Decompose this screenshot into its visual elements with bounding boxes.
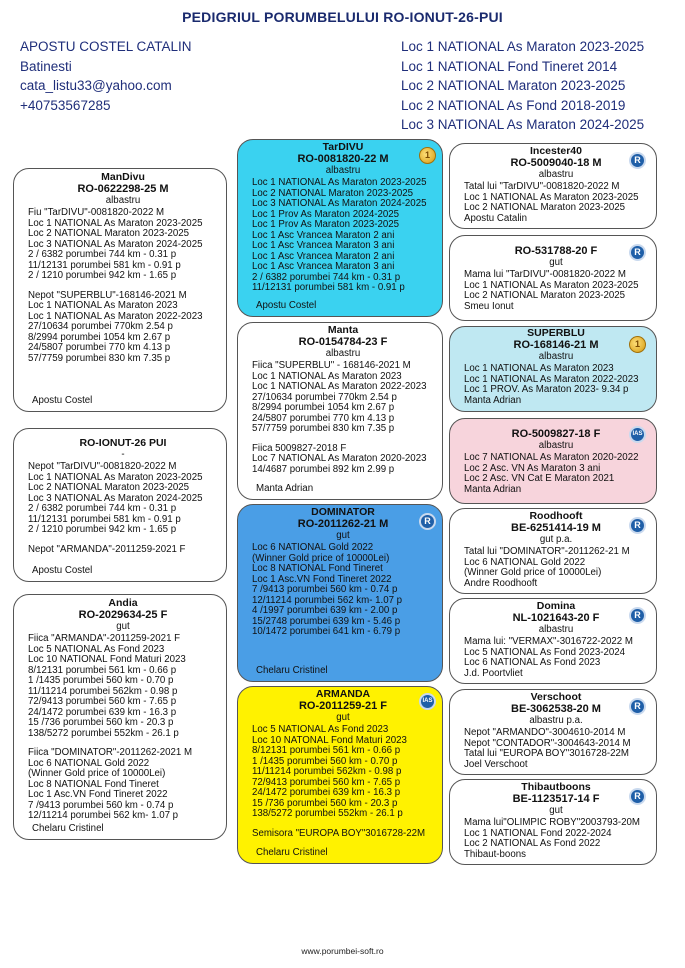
pigeon-info-line: Loc 1 Asc Vrancea Maraton 3 ani [252,261,395,272]
pigeon-info-line: 12/11214 porumbei 562 km- 1.07 p [252,594,403,606]
registered-icon: R [629,244,646,261]
pigeon-info-line: 8/12131 porumbei 561 km - 0.66 p [252,745,401,756]
pigeon-info-line: (Winner Gold price of 10000Lei) [252,552,390,564]
pigeon-info-line: 27/10634 porumbei 770km 2.54 p [252,391,397,403]
breeder-info [20,37,192,115]
pigeon-info-line: Andre Roodhooft [464,577,538,589]
breeder-results [401,37,644,135]
pigeon-name: Domina [536,600,576,612]
pigeon-info-line: 11/12131 porumbei 581 km - 0.91 p [28,513,181,525]
pigeon-info-line: Loc 1 Asc Vrancea Maraton 3 ani [252,240,395,251]
pigeon-info-line: 2 / 1210 porumbei 942 km - 1.65 p [28,270,177,281]
pigeon-info-line: Loc 1 NATIONAL As Maraton 2023 [464,363,614,374]
pigeon-owner: Manta Adrian [256,482,314,494]
pigeon-info-line: 2 / 6382 porumbei 744 km - 0.31 p [28,503,177,514]
ias-award-icon: IAS [419,693,436,710]
pigeon-info-line: Apostu Catalin [464,212,528,224]
result-line: Loc 2 NATIONAL Maraton 2023-2025 [401,78,626,94]
pigeon-info-line: Nepot "CONTADOR"-3004643-2014 M [464,737,631,749]
registered-icon: R [629,698,646,715]
pigeon-ring: RO-0622298-25 M [77,183,169,195]
pigeon-info-line: 11/12131 porumbei 581 km - 0.91 p [28,259,181,271]
pigeon-info-line: Loc 3 NATIONAL As Maraton 2024-2025 [28,238,203,250]
pigeon-info-line: 15 /736 porumbei 560 km - 20.3 p [28,717,174,728]
pigeon-info-line: J.d. Poortvliet [464,667,523,679]
pigeon-info-line: Loc 1 Asc Vrancea Maraton 2 ani [252,250,395,262]
pigeon-ring: BE-1123517-14 F [512,793,600,805]
pigeon-info-line: Loc 2 Asc. VN As Maraton 3 ani [464,462,601,474]
registered-icon: R [629,517,646,534]
pigeon-card-superblu[interactable] [449,326,657,412]
result-line: Loc 1 NATIONAL As Maraton 2023-2025 [401,39,645,54]
pigeon-card-ro5009827[interactable] [449,418,657,504]
pigeon-name: Thibautboons [521,781,591,793]
pigeon-info-line: Loc 1 PROV. As Maraton 2023- 9.34 p [464,384,629,395]
registered-icon: R [419,513,436,530]
pigeon-info-line: Loc 1 NATIONAL As Maraton 2023 [28,300,178,311]
pigeon-name: RO-IONUT-26 PUI [79,437,167,449]
pigeon-info-line: Mama lui"OLIMPIC ROBY"2003793-20M [464,817,640,828]
pigeon-info-line: Loc 1 NATIONAL As Maraton 2022-2023 [252,381,427,392]
pigeon-info-line: 11/11214 porumbei 562km - 0.98 p [28,685,178,697]
pigeon-owner: Apostu Costel [256,299,317,311]
pigeon-info-line: Joel Verschoot [464,758,528,770]
pigeon-info-line: Loc 1 NATIONAL As Maraton 2023-2025 [252,177,427,188]
pigeon-info-line: 24/1472 porumbei 639 km - 16.3 p [252,787,401,798]
pigeon-card-ro531788[interactable] [449,235,657,321]
pigeon-info-line: Manta Adrian [464,483,522,495]
pigeon-info-line: Loc 6 NATIONAL As Fond 2023 [464,657,601,668]
pigeon-owner: Apostu Costel [32,394,93,406]
page-title: PEDIGRIUL PORUMBELULUI RO-IONUT-26-PUI [182,9,503,25]
pigeon-name: TarDIVU [322,141,364,153]
breeder-email[interactable]: cata_listu33@yahoo.com [20,78,172,94]
pigeon-color: gut [549,805,563,816]
pigeon-info-line: 14/4687 porumbei 892 km 2.99 p [252,463,395,475]
pigeon-info-line: Fiica "SUPERBLU" - 168146-2021 M [252,360,411,371]
pigeon-info-line: 1 /1435 porumbei 560 km - 0.70 p [252,755,398,767]
pigeon-info-line: Loc 1 NATIONAL As Maraton 2023-2025 [28,471,203,483]
breeder-location: Batinesti [20,58,72,74]
pigeon-ring: RO-0154784-23 F [298,336,388,348]
pigeon-ring: RO-2011262-21 M [297,518,389,530]
pigeon-info-line: 10/1472 porumbei 641 km - 6.79 p [252,626,401,637]
pigeon-color: - [121,449,125,460]
pigeon-info-line: 15/2748 porumbei 639 km - 5.46 p [252,615,401,627]
pigeon-info-line: 4 /1997 porumbei 639 km - 2.00 p [252,605,398,616]
pigeon-name: ARMANDA [315,688,371,700]
pigeon-info-line: Loc 1 NATIONAL As Maraton 2023-2025 [464,191,639,203]
pigeon-color: albastru [105,195,141,206]
pigeon-info-line: 2 / 1210 porumbei 942 km - 1.65 p [28,524,177,535]
pigeon-card-dominator[interactable] [237,504,443,682]
pigeon-name: DOMINATOR [311,506,375,518]
pigeon-info-line: 57/7759 porumbei 830 km 7.35 p [28,352,171,364]
result-line: Loc 2 NATIONAL As Fond 2018-2019 [401,97,626,113]
pigeon-info-line: Semisora "EUROPA BOY"3016728-22M [252,827,426,839]
pigeon-ring: RO-531788-20 F [514,245,598,257]
footer-url[interactable]: www.porumbei-soft.ro [301,946,384,956]
pigeon-color: gut [336,530,350,541]
pigeon-info-line: Tatal lui "DOMINATOR"-2011262-21 M [464,546,630,557]
pigeon-info-line: Fiica "DOMINATOR"-2011262-2021 M [28,747,193,758]
pigeon-color: gut p.a. [539,534,573,545]
pigeon-info-line: 138/5272 porumbei 552km - 26.1 p [252,808,403,819]
pigeon-info-line: 7 /9413 porumbei 560 km - 0.74 p [28,799,174,811]
pigeon-card-verschoot[interactable] [449,689,657,775]
registered-icon: R [629,788,646,805]
pigeon-info-line: Nepot "ARMANDO"-3004610-2014 M [464,727,626,738]
pigeon-info-line: Loc 3 NATIONAL As Maraton 2024-2025 [28,492,203,504]
pigeon-info-line: Loc 2 NATIONAL Maraton 2023-2025 [252,187,414,199]
pigeon-info-line: Mama lui: "VERMAX"-3016722-2022 M [464,636,633,647]
pigeon-color: gut [116,621,130,632]
pigeon-info-line: Loc 8 NATIONAL Fond Tineret [252,563,383,574]
pigeon-color: albastru [538,440,574,451]
pigeon-info-line: 1 /1435 porumbei 560 km - 0.70 p [28,675,174,686]
pigeon-info-line: Loc 5 NATIONAL As Fond 2023 [28,643,165,655]
pigeon-info-line: Loc 1 Asc.VN Fond Tineret 2022 [252,573,392,585]
pigeon-info-line: Loc 1 Prov As Maraton 2024-2025 [252,208,400,220]
pigeon-info-line: Loc 3 NATIONAL As Maraton 2024-2025 [252,198,427,209]
pigeon-info-line: 2 / 6382 porumbei 744 km - 0.31 p [28,249,177,260]
pigeon-info-line: Loc 7 NATIONAL As Maraton 2020-2022 [464,452,639,463]
pigeon-info-line: Loc 6 NATIONAL Gold 2022 [464,556,586,568]
pigeon-info-line: (Winner Gold price of 10000Lei) [28,768,166,779]
pigeon-card-tardivu[interactable] [237,139,443,317]
pigeon-info-line: 72/9413 porumbei 560 km - 7.65 p [252,776,401,788]
pigeon-ring: RO-2011259-21 F [298,700,388,712]
pigeon-info-line: 24/1472 porumbei 639 km - 16.3 p [28,706,177,718]
pigeon-info-line: Nepot "ARMANDA"-2011259-2021 F [28,543,186,555]
pigeon-info-line: Loc 10 NATONAL Fond Maturi 2023 [252,734,407,746]
pigeon-info-line: 8/2994 porumbei 1054 km 2.67 p [28,331,171,343]
pigeon-info-line: 24/5807 porumbei 770 km 4.13 p [252,412,395,424]
pigeon-info-line: Smeu Ionut [464,300,514,312]
pigeon-info-line: 2 / 6382 porumbei 744 km - 0.31 p [252,271,401,283]
ias-award-icon: IAS [629,426,646,443]
pigeon-name: ManDivu [101,171,145,183]
pigeon-info-line: Loc 2 NATIONAL Maraton 2023-2025 [28,228,190,239]
pigeon-info-line: 15 /736 porumbei 560 km - 20.3 p [252,797,398,809]
pigeon-info-line: Loc 2 Asc. VN Cat E Maraton 2021 [464,473,615,484]
pigeon-name: Manta [327,324,359,336]
pigeon-owner: Apostu Costel [32,564,93,576]
pigeon-ring: RO-168146-21 M [513,339,599,351]
pigeon-info-line: 11/11214 porumbei 562km - 0.98 p [252,766,402,777]
pigeon-info-line: Mama lui "TarDIVU"-0081820-2022 M [464,269,626,280]
pigeon-info-line: Loc 6 NATIONAL Gold 2022 [252,542,374,553]
pigeon-info-line: Tatal lui "TarDIVU"-0081820-2022 M [464,181,620,192]
result-line: Loc 1 NATIONAL Fond Tineret 2014 [401,58,618,74]
pigeon-owner: Chelaru Cristinel [256,846,328,858]
pigeon-info-line: Loc 7 NATIONAL As Maraton 2020-2023 [252,453,427,464]
pigeon-color: albastru [325,165,361,176]
pigeon-ring: RO-5009040-18 M [510,157,602,169]
pigeon-card-incester40[interactable] [449,143,657,229]
pigeon-info-line: Loc 2 NATIONAL Maraton 2023-2025 [464,290,626,301]
pigeon-name: Andia [108,597,138,609]
pigeon-info-line: Loc 1 NATIONAL Fond 2022-2024 [464,827,612,839]
pigeon-card-mandivu[interactable] [13,168,227,412]
pigeon-info-line: Loc 1 NATIONAL As Maraton 2022-2023 [28,310,203,322]
pigeon-info-line: 72/9413 porumbei 560 km - 7.65 p [28,696,177,707]
pigeon-info-line: Tatal lui "EUROPA BOY"3016728-22M [464,748,630,759]
pigeon-ring: NL-1021643-20 F [512,612,600,624]
pigeon-color: gut [549,257,563,268]
pigeon-info-line: 11/12131 porumbei 581 km - 0.91 p [252,282,405,293]
pigeon-info-line: Fiica 5009827-2018 F [252,442,347,454]
pigeon-ring: BE-3062538-20 M [511,703,601,715]
pigeon-card-armanda[interactable] [237,686,443,864]
pigeon-info-line: 27/10634 porumbei 770km 2.54 p [28,321,173,332]
pigeon-name: SUPERBLU [527,327,585,339]
pigeon-owner: Chelaru Cristinel [256,664,328,676]
medal-icon: 1 [629,336,646,353]
pigeon-name: Verschoot [530,691,582,703]
pigeon-card-thibautboons[interactable] [449,779,657,865]
pigeon-card-subject[interactable] [13,428,227,582]
pigeon-info-line: Loc 6 NATIONAL Gold 2022 [28,757,150,769]
pigeon-card-manta[interactable] [237,322,443,500]
pigeon-ring: RO-2029634-25 F [78,609,168,621]
pigeon-info-line: 12/11214 porumbei 562 km- 1.07 p [28,810,179,821]
pigeon-name: Incester40 [530,145,582,157]
pigeon-info-line: Loc 1 Asc Vrancea Maraton 2 ani [252,229,395,241]
result-line: Loc 3 NATIONAL As Maraton 2024-2025 [401,117,645,133]
pigeon-info-line: Loc 10 NATIONAL Fond Maturi 2023 [28,654,186,665]
pigeon-info-line: Loc 1 NATIONAL As Maraton 2023 [252,370,402,382]
pigeon-name: Roodhooft [529,510,583,522]
registered-icon: R [629,152,646,169]
pigeon-info-line: Loc 2 NATIONAL Maraton 2023-2025 [28,482,190,493]
pigeon-color: albastru p.a. [529,715,583,726]
pigeon-info-line: Nepot "SUPERBLU"-168146-2021 M [28,289,187,301]
breeder-name: APOSTU COSTEL CATALIN [20,39,192,54]
pigeon-info-line: 57/7759 porumbei 830 km 7.35 p [252,423,395,434]
pigeon-info-line: Manta Adrian [464,394,522,406]
pigeon-info-line: Nepot "TarDIVU"-0081820-2022 M [28,461,177,472]
pigeon-info-line: (Winner Gold price of 10000Lei) [464,567,602,578]
pigeon-info-line: 8/2994 porumbei 1054 km 2.67 p [252,402,395,413]
pigeon-info-line: Loc 2 NATIONAL As Fond 2022 [464,838,601,849]
pigeon-color: albastru [538,169,574,180]
pigeon-info-line: Loc 8 NATIONAL Fond Tineret [28,778,159,790]
pigeon-info-line: 8/12131 porumbei 561 km - 0.66 p [28,664,177,676]
pigeon-info-line: Loc 1 NATIONAL As Maraton 2023-2025 [464,279,639,291]
pigeon-color: albastru [538,624,574,635]
pigeon-info-line: Thibaut-boons [464,848,526,860]
pigeon-color: albastru [538,351,574,362]
pigeon-ring: RO-5009827-18 F [511,428,601,440]
pigeon-ring: BE-6251414-19 M [511,522,601,534]
pigeon-info-line: 7 /9413 porumbei 560 km - 0.74 p [252,584,398,595]
pigeon-info-line: Loc 1 NATIONAL As Maraton 2022-2023 [464,373,639,385]
medal-icon: 1 [419,147,436,164]
pigeon-card-domina[interactable] [449,598,657,684]
pigeon-info-line: Loc 5 NATIONAL As Fond 2023 [252,724,389,735]
breeder-phone: +40753567285 [20,97,111,113]
pigeon-color: albastru [325,348,361,359]
pigeon-owner: Chelaru Cristinel [32,822,104,834]
pigeon-color: gut [336,712,350,723]
pigeon-info-line: 138/5272 porumbei 552km - 26.1 p [28,727,179,739]
pigeon-info-line: Loc 1 NATIONAL As Maraton 2023-2025 [28,217,203,229]
pigeon-info-line: Loc 5 NATIONAL As Fond 2023-2024 [464,646,626,658]
pigeon-card-roodhooft[interactable] [449,508,657,594]
registered-icon: R [629,607,646,624]
pigeon-card-andia[interactable] [13,594,227,840]
pigeon-info-line: Loc 2 NATIONAL Maraton 2023-2025 [464,202,626,213]
pigeon-info-line: Loc 1 Asc.VN Fond Tineret 2022 [28,789,168,800]
pigeon-info-line: 24/5807 porumbei 770 km 4.13 p [28,342,171,353]
pigeon-info-line: Fiu "TarDIVU"-0081820-2022 M [28,207,165,218]
pigeon-info-line: Loc 1 Prov As Maraton 2023-2025 [252,219,400,230]
pigeon-info-line: Fiica "ARMANDA"-2011259-2021 F [28,633,181,644]
pigeon-ring: RO-0081820-22 M [297,153,389,165]
